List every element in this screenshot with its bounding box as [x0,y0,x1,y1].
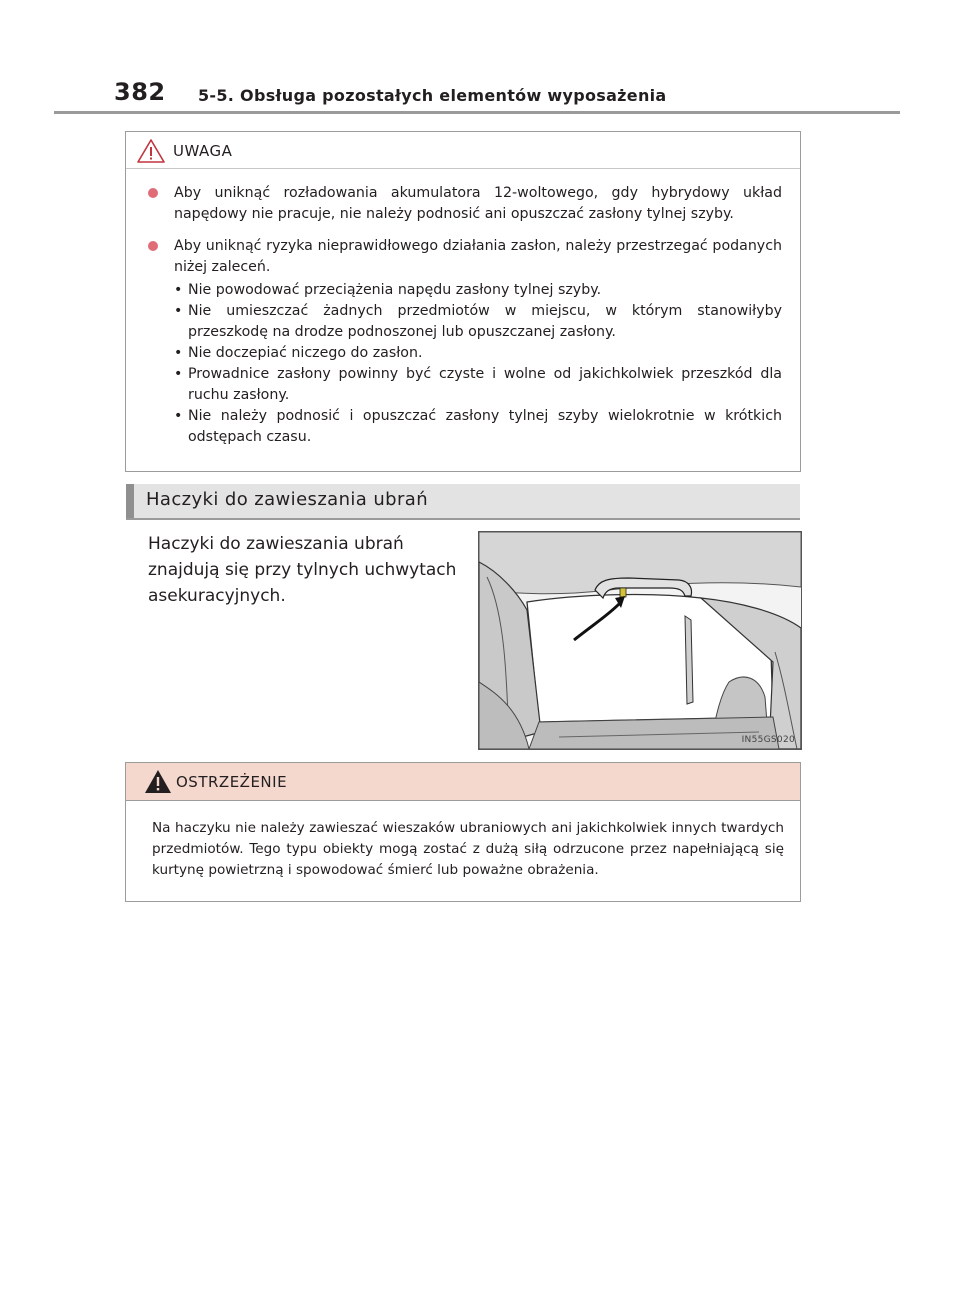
warning-header [126,763,800,801]
caution-bullet: Aby uniknąć rozładowania akumulatora 12-woltowego, gdy hybrydowy układ napędowy nie pracuje, nie należy podnosić ani opuszczać zasłony tylnej szyby. [148,183,782,225]
caution-title: UWAGA [173,142,233,160]
caution-sub-item: • Nie umieszczać żadnych przedmiotów w miejscu, w którym stanowiłyby przeszkodę na drodze podnoszonej lub opuszczanej zasłony. [174,303,782,340]
bullet-dot-icon [148,188,158,198]
warning-box [125,762,801,902]
caution-sub-item: • Nie powodować przeciążenia napędu zasłony tylnej szyby. [174,282,602,298]
warning-title: OSTRZEŻENIE [176,773,288,791]
page-number: 382 [114,78,166,106]
heading-accent [126,484,134,518]
caution-box [125,131,801,472]
caution-header [126,132,800,169]
header-divider [54,111,900,114]
caution-body [126,169,800,448]
caution-sub-list [148,280,782,448]
car-interior-drawing [479,532,801,749]
caution-sub-item: • Nie należy podnosić i opuszczać zasłony tylnej szyby wielokrotnie w krótkich odstępach czasu. [174,408,782,445]
page-header [0,0,960,120]
description-text: Haczyki do zawieszania ubrań znajdują się przy tylnych uchwytach asekuracyjnych. [148,534,457,606]
caution-bullet: Aby uniknąć ryzyka nieprawidłowego działania zasłon, należy przestrzegać podanych niżej zaleceń. [148,236,782,278]
warning-text: Na haczyku nie należy zawieszać wieszaków ubraniowych ani jakichkolwiek innych twardych przedmiotów. Tego typu obiekty mogą zostać z dużą siłą odrzucone przez napełniającą się kurtynę powietrzną i spowodować śmierć lub poważne obrażenia. [152,820,784,878]
coat-hook-illustration [478,531,802,750]
chapter-title: 5-5. Obsługa pozostałych elementów wyposażenia [198,86,667,105]
section-heading-text: Haczyki do zawieszania ubrań [146,489,429,510]
warning-triangle-icon [144,769,172,794]
caution-sub-item: • Prowadnice zasłony powinny być czyste i wolne od jakichkolwiek przeszkód dla ruchu zasłony. [174,366,782,403]
illustration-code: IN55GS020 [741,735,795,745]
caution-triangle-icon [136,138,166,164]
caution-sub-item: • Nie doczepiać niczego do zasłon. [174,345,423,361]
section-heading [126,484,800,520]
bullet-dot-icon [148,241,158,251]
